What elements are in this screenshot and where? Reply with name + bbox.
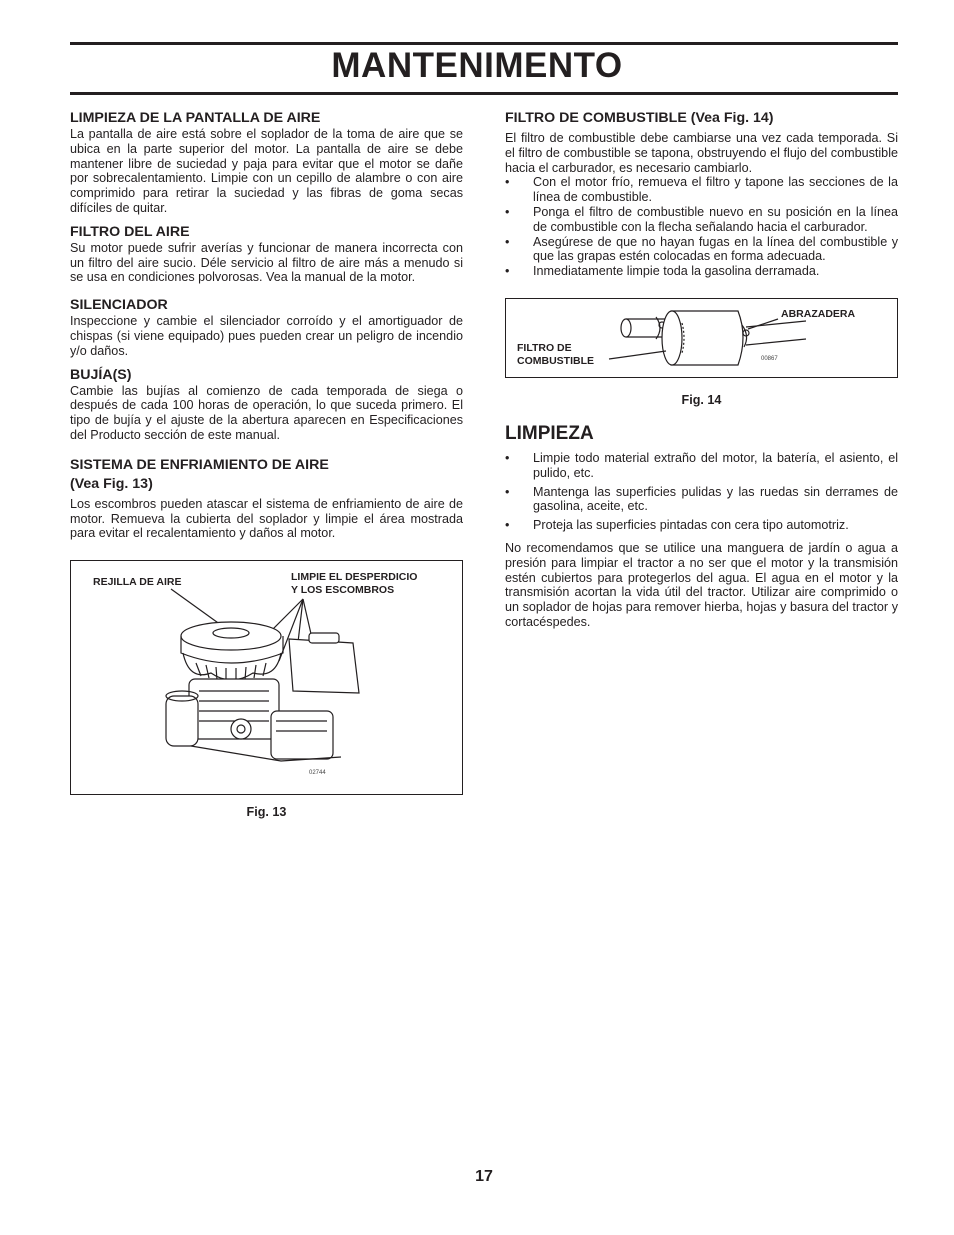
air-screen-body: La pantalla de aire está sobre el soplador de la toma de aire que se ubica en la parte superior del motor. La pantalla de aire se debe mantener libre de suciedad y paja para evitar que el motor se dañe por sobrecalentamiento. Limpie con un cepillo de alambre o con aire comprimido para retirar la suciedad y las fibras de goma secas difíciles de quitar. bbox=[70, 127, 463, 215]
list-item: • Limpie todo material extraño del motor, la batería, el asiento, el pulido, etc. bbox=[505, 450, 898, 480]
spark-plug-heading: BUJÍA(S) bbox=[70, 366, 132, 383]
list-item: • Ponga el filtro de combustible nuevo en su posición en la línea de combustible con la flecha señalando hacia el carburador. bbox=[505, 204, 898, 234]
fig14-label-filter-1: FILTRO DE bbox=[517, 341, 572, 354]
list-item: • Inmediatamente limpie toda la gasolina derramada. bbox=[505, 264, 820, 279]
cooling-heading-line2: (Vea Fig. 13) bbox=[70, 475, 153, 492]
fuel-filter-body: El filtro de combustible debe cambiarse una vez cada temporada. Si el filtro de combustible se tapona, obstruyendo el flujo del combustible hacia el carburador, es necesario cambiarlo. bbox=[505, 131, 898, 175]
title-underline-rule bbox=[70, 92, 898, 95]
list-item: • Asegúrese de que no hayan fugas en la línea del combustible y que las grapas estén colocadas en forma adecuada. bbox=[505, 234, 898, 264]
fig13-engine-illustration bbox=[70, 560, 463, 795]
right-column bbox=[505, 110, 898, 630]
fig13-label-clean-2: Y LOS ESCOMBROS bbox=[291, 584, 395, 597]
fuel-filter-steps bbox=[505, 175, 898, 279]
muffler-body: Inspeccione y cambie el silenciador corroído y el amortiguador de chispas (si viene equipado) pues pueden crear un peligro de incendio y/o daños. bbox=[70, 314, 463, 358]
filter-leader-line bbox=[609, 351, 666, 359]
left-column bbox=[70, 110, 463, 819]
spark-plug-body: Cambie las bujías al comienzo de cada temporada de siega o después de cada 100 horas de operación, lo que suceda primero. El tipo de bujía y el ajuste de la abertura aparecen en Especificaciones del Producto sección de este manual. bbox=[70, 383, 463, 442]
list-item: • Con el motor frío, remueva el filtro y tapone las secciones de la línea de combustible. bbox=[505, 175, 898, 205]
fig13-label-clean-1: LIMPIE EL DESPERDICIO bbox=[291, 571, 418, 584]
air-screen-heading: LIMPIEZA DE LA PANTALLA DE AIRE bbox=[70, 110, 321, 126]
cooling-body: Los escombros pueden atascar el sistema de enfriamiento de aire de motor. Remueva la cubierta del soplador y limpie el área mostrada para evitar el recalentamiento y daños al motor. bbox=[70, 496, 463, 541]
cleaning-body: No recomendamos que se utilice una manguera de jardín o agua a presión para limpiar el tractor a no ser que el motor y la transmisión estén cubiertos para protegerlos del agua. El agua en el motor y la transmisión acortan la vida útil del tractor. Utilizar aire comprimido o un soplador de hojas para remover hierba, hojas y basura del tractor y cortacéspedes. bbox=[505, 540, 898, 629]
muffler-drawing bbox=[271, 711, 333, 759]
list-item: • Mantenga las superficies pulidas y las ruedas sin derrames de gasolina, aceite, etc. bbox=[505, 484, 898, 514]
fuel-filter-heading: FILTRO DE COMBUSTIBLE (Vea Fig. 14) bbox=[505, 110, 774, 126]
page-title: MANTENIMENTO bbox=[331, 46, 623, 85]
muffler-heading: SILENCIADOR bbox=[70, 297, 168, 314]
oil-filter bbox=[166, 696, 198, 746]
air-screen-top bbox=[181, 622, 281, 650]
list-item: • Proteja las superficies pintadas con cera tipo automotriz. bbox=[505, 518, 849, 533]
fig13-caption: Fig. 13 bbox=[246, 805, 287, 820]
air-filter-body: Su motor puede sufrir averías y funcionar de manera incorrecta con un filtro del aire sucio. Déle servicio al filtro de aire más a menudo si se usa en condiciones polvorosas. Vea la manual de la motor. bbox=[70, 240, 463, 285]
fuel-filter-drawing bbox=[506, 299, 896, 377]
fig14-part-number: 00867 bbox=[761, 355, 778, 362]
fig13-label-grille: REJILLA DE AIRE bbox=[93, 576, 182, 589]
air-filter-heading: FILTRO DEL AIRE bbox=[70, 223, 190, 240]
fuel-tank bbox=[289, 639, 359, 693]
fig14-label-clamp: ABRAZADERA bbox=[781, 307, 856, 320]
fig14-fuel-filter-illustration bbox=[505, 298, 898, 378]
fig14-label-filter-2: COMBUSTIBLE bbox=[517, 354, 594, 367]
fig13-part-number: 02744 bbox=[309, 770, 326, 777]
fig14-caption: Fig. 14 bbox=[681, 392, 722, 407]
cooling-heading-line1: SISTEMA DE ENFRIAMIENTO DE AIRE bbox=[70, 456, 329, 473]
engine-drawing bbox=[71, 561, 461, 791]
cleaning-heading: LIMPIEZA bbox=[505, 422, 594, 444]
grille-leader-line bbox=[171, 589, 221, 625]
cleaning-list bbox=[505, 451, 898, 533]
page-number: 17 bbox=[475, 1168, 493, 1185]
